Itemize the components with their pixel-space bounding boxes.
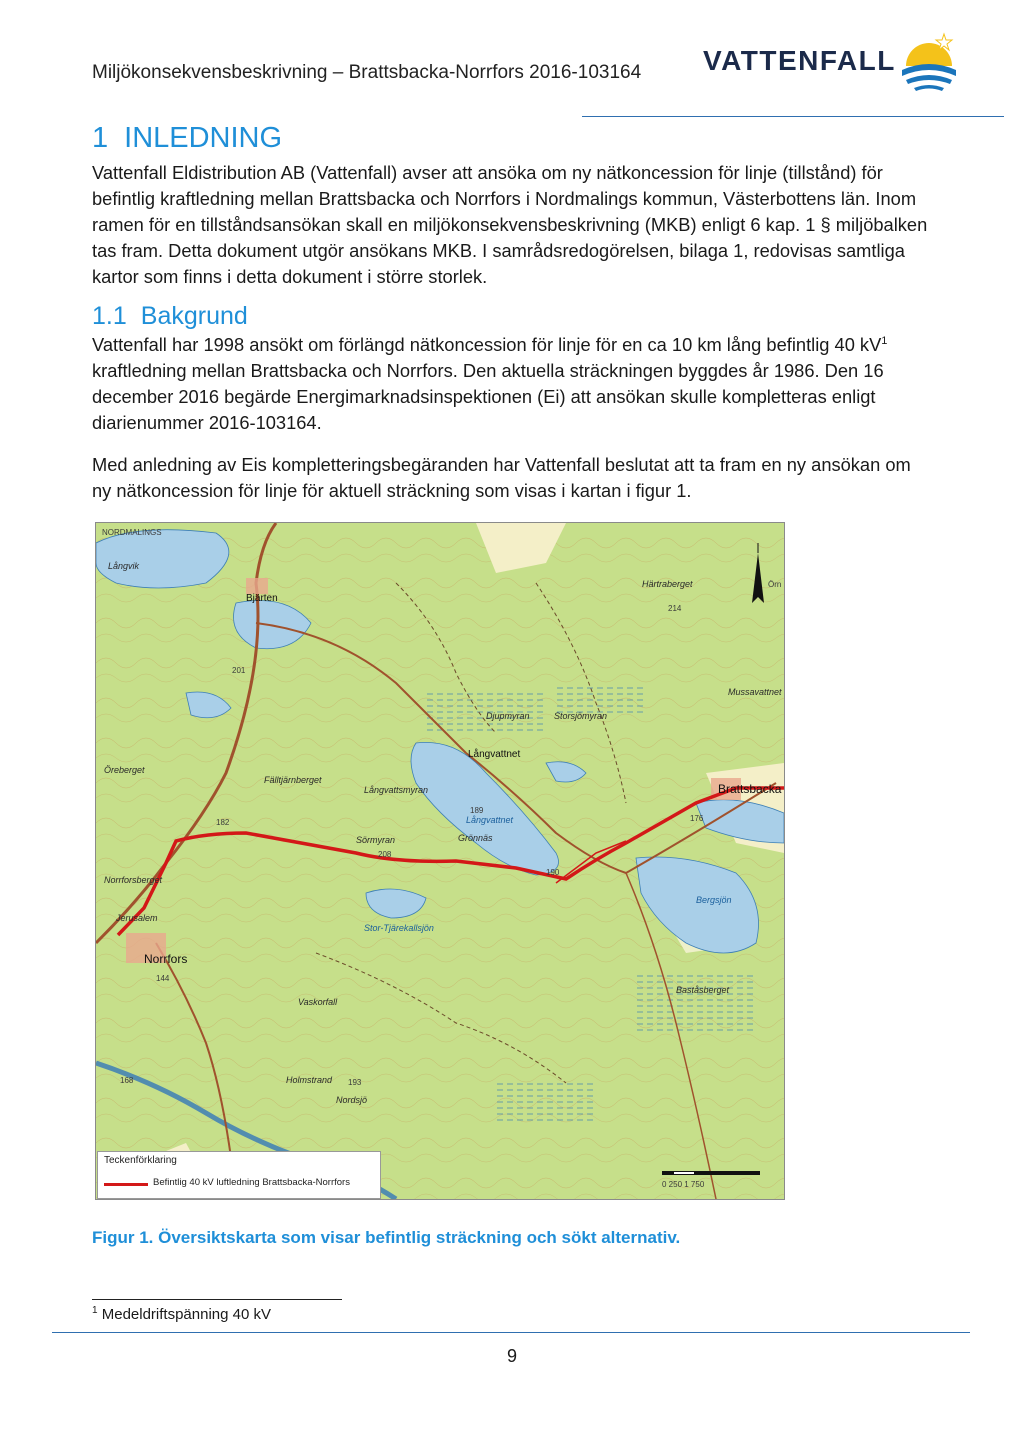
elevation-label: 193 — [348, 1078, 362, 1087]
footnote-reference[interactable]: 1 — [881, 334, 888, 347]
legend-item-label: Befintlig 40 kV luftledning Brattsbacka-Norrfors — [153, 1177, 350, 1188]
label-bjarten: Bjärten — [246, 593, 278, 604]
elevation-label: 189 — [470, 806, 484, 815]
elevation-label: 201 — [232, 666, 246, 675]
label-nordsjo: Nordsjö — [336, 1095, 368, 1105]
label-langvattnet-lake: Långvattnet — [466, 815, 514, 825]
label-oreberget: Öreberget — [104, 765, 145, 775]
label-tjarekallsjon: Stor-Tjärekallsjön — [364, 923, 434, 933]
elevation-label: 144 — [156, 974, 170, 983]
map-canvas — [96, 523, 784, 1199]
subsection-title: Bakgrund — [140, 302, 248, 330]
overview-map[interactable] — [95, 522, 785, 1200]
document-header-title: Miljökonsekvensbeskrivning – Brattsbacka-Norrfors 2016-103164 — [92, 62, 642, 83]
section-title: INLEDNING — [124, 122, 283, 154]
elevation-label: 182 — [216, 818, 230, 827]
footnote — [92, 1305, 271, 1323]
background-paragraph-2: Med anledning av Eis kompletteringsbegäranden har Vattenfall beslutat att ta fram en ny ansökan om ny nätkoncession för linje för aktuell sträckning som visas i kartan i figur 1. — [92, 454, 911, 501]
footnote-text: Medeldriftspänning 40 kV — [101, 1306, 272, 1323]
label-jerusalem: Jerusalem — [116, 913, 158, 923]
lake-northwest — [96, 530, 229, 588]
label-nordmaling: NORDMALINGS — [102, 528, 162, 537]
label-brattsbacka: Brattsbacka — [718, 782, 782, 796]
footnote-rule — [92, 1299, 342, 1300]
vattenfall-sun-icon — [898, 32, 960, 94]
label-gronnas: Grönnäs — [458, 833, 493, 843]
header-rule — [582, 116, 1004, 117]
settlement-bjarten — [246, 578, 268, 594]
label-hartraberget: Härtraberget — [642, 579, 693, 589]
elevation-label: 208 — [378, 850, 392, 859]
scale-text: 0 250 1 750 — [662, 1180, 705, 1189]
elevation-label: 168 — [120, 1076, 134, 1085]
label-orn: Örn — [768, 580, 782, 589]
label-bastuberget: Baståsberget — [676, 985, 730, 995]
label-langvattnet-village: Långvattnet — [468, 749, 521, 760]
section-heading-1-1 — [92, 302, 248, 331]
intro-paragraph: Vattenfall Eldistribution AB (Vattenfall) avser att ansöka om ny nätkoncession för linje (tillstånd) för befintlig kraftledning mellan Brattsbacka och Norrfors i Nordmalings kommun, Västerbottens län. Inom ramen för en tillståndsansökan skall en miljökonsekvensbeskrivning (MKB) enligt 6 kap. 1 § miljöbalken tas fram. Detta dokument utgör ansökans MKB. I samrådsredogörelsen, bilaga 1, redovisas samtliga kartor som finns i detta dokument i större storlek. — [92, 162, 928, 287]
marsh-area — [636, 973, 756, 1033]
section-heading-1 — [92, 122, 282, 155]
label-norrfors: Norrfors — [144, 952, 188, 966]
label-sormyran: Sörmyran — [356, 835, 396, 845]
elevation-label: 214 — [668, 604, 682, 613]
label-faltjarnberget: Fälltjärnberget — [264, 775, 322, 785]
marsh-area — [556, 683, 646, 713]
background-paragraph-1 — [92, 332, 934, 436]
background-text-a: Vattenfall har 1998 ansökt om förlängd nätkoncession för linje för en ca 10 km lång befintlig 40 kV — [92, 334, 882, 355]
label-vaskorfall: Vaskorfall — [298, 997, 338, 1007]
marsh-area — [496, 1083, 596, 1123]
figure-caption: Figur 1. Översiktskarta som visar befintlig sträckning och sökt alternativ. — [92, 1228, 681, 1247]
label-langvik: Långvik — [108, 561, 140, 571]
label-norrforsberget: Norrforsberget — [104, 875, 163, 885]
label-langvattsmyran: Långvattsmyran — [364, 785, 429, 795]
label-djupmyran: Djupmyran — [486, 711, 530, 721]
legend-title: Teckenförklaring — [104, 1155, 177, 1166]
label-storsjomyran: Storsjömyran — [554, 711, 608, 721]
page-number: 9 — [506, 1346, 517, 1366]
label-mussavattnet: Mussavattnet — [728, 687, 782, 697]
footer-rule — [52, 1332, 970, 1333]
subsection-number: 1.1 — [92, 302, 127, 330]
logo-wordmark: VATTENFALL — [703, 45, 896, 76]
background-text-b: kraftledning mellan Brattsbacka och Norrfors. Den aktuella sträckningen byggdes år 1986. Den 16 december 2016 begärde Energimarknadsinspektionen (Ei) att ansökan skulle kompletteras enligt diarienummer 2016-103164. — [92, 360, 884, 433]
label-holmstrand: Holmstrand — [286, 1075, 333, 1085]
label-bergsjon: Bergsjön — [696, 895, 732, 905]
legend-line-swatch — [104, 1183, 148, 1186]
map-legend — [97, 1151, 381, 1199]
footnote-marker: 1 — [92, 1305, 98, 1316]
elevation-label: 176 — [690, 814, 704, 823]
section-number: 1 — [92, 122, 109, 154]
vattenfall-logo — [700, 30, 960, 96]
elevation-label: 190 — [546, 868, 560, 877]
